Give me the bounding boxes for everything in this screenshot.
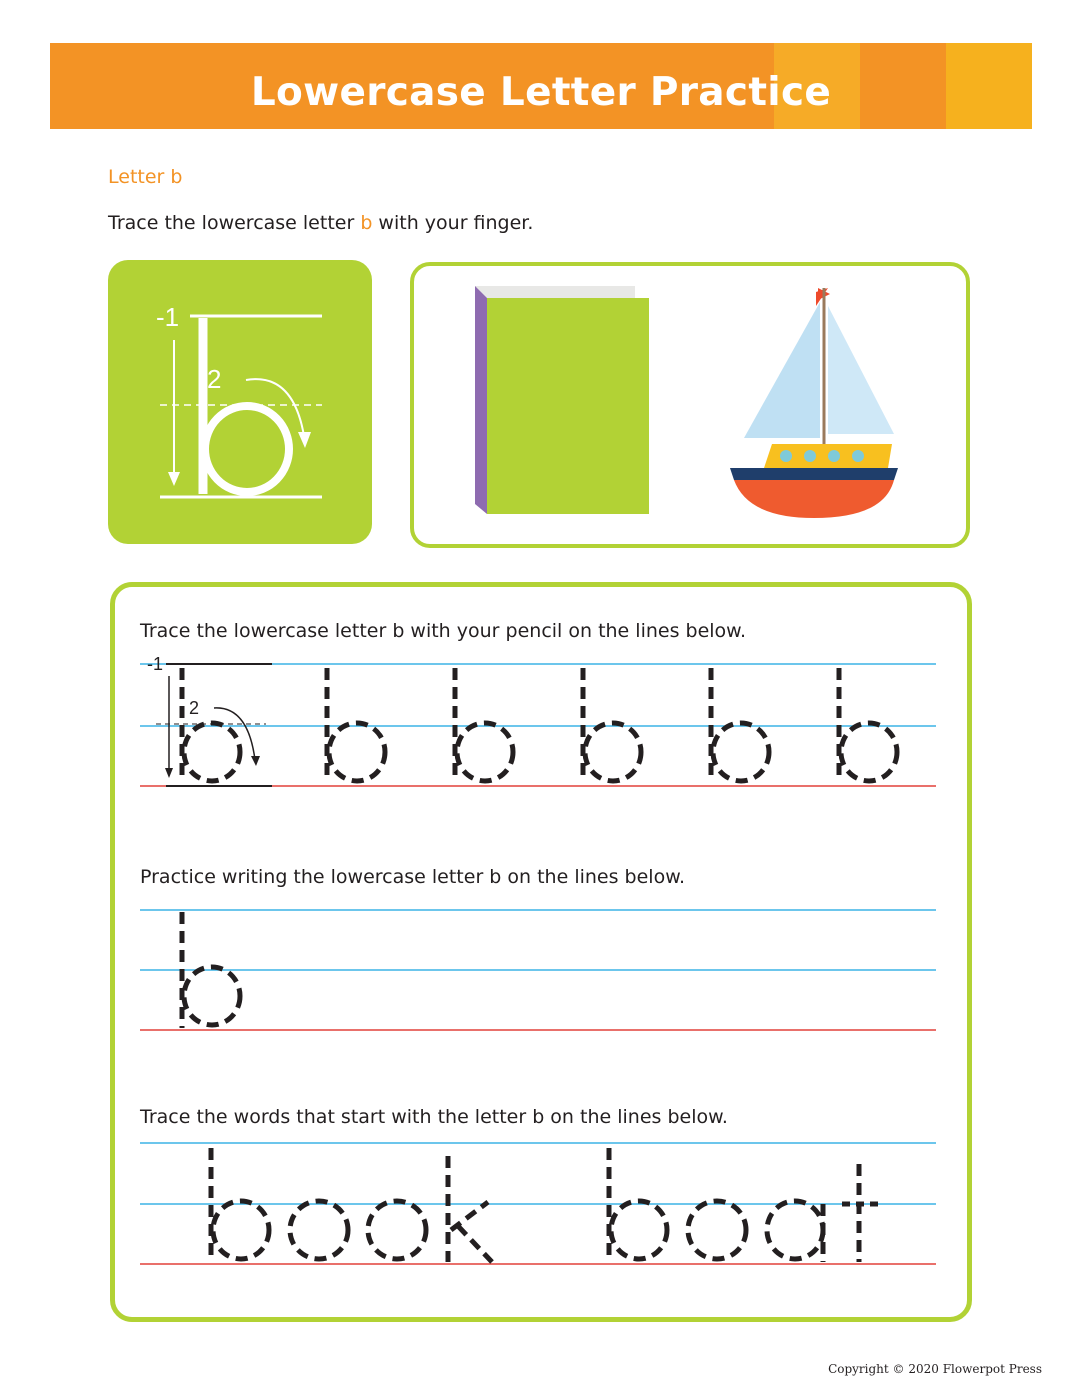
trace-letter-row: [327, 668, 897, 782]
trace-letter-b: [583, 668, 641, 782]
trace-letter-b: [711, 668, 769, 782]
row-stroke-number-2: 2: [189, 698, 200, 718]
trace-letter-b: [839, 668, 897, 782]
instruction-letter: b: [360, 212, 373, 234]
trace-letter-b: [455, 668, 513, 782]
write-prompt: Practice writing the lowercase letter b on the lines below.: [140, 866, 686, 888]
letter-subtitle: Letter b: [108, 166, 183, 188]
word-book: [211, 1148, 492, 1262]
row-stroke-number-1: -1: [147, 654, 164, 674]
trace-letter-b: [327, 668, 385, 782]
stroke-number-2: 2: [207, 364, 222, 394]
copyright-notice: Copyright © 2020 Flowerpot Press: [828, 1362, 1042, 1376]
page-title: Lowercase Letter Practice: [250, 70, 832, 115]
instruction-text-start: Trace the lowercase letter: [108, 212, 361, 234]
stroke-number-1: -1: [156, 302, 180, 332]
trace-prompt: Trace the lowercase letter b with your pencil on the lines below.: [140, 620, 747, 642]
words-prompt: Trace the words that start with the letter b on the lines below.: [140, 1106, 728, 1128]
instruction-text-end: with your finger.: [372, 212, 534, 234]
word-boat: [609, 1148, 878, 1262]
